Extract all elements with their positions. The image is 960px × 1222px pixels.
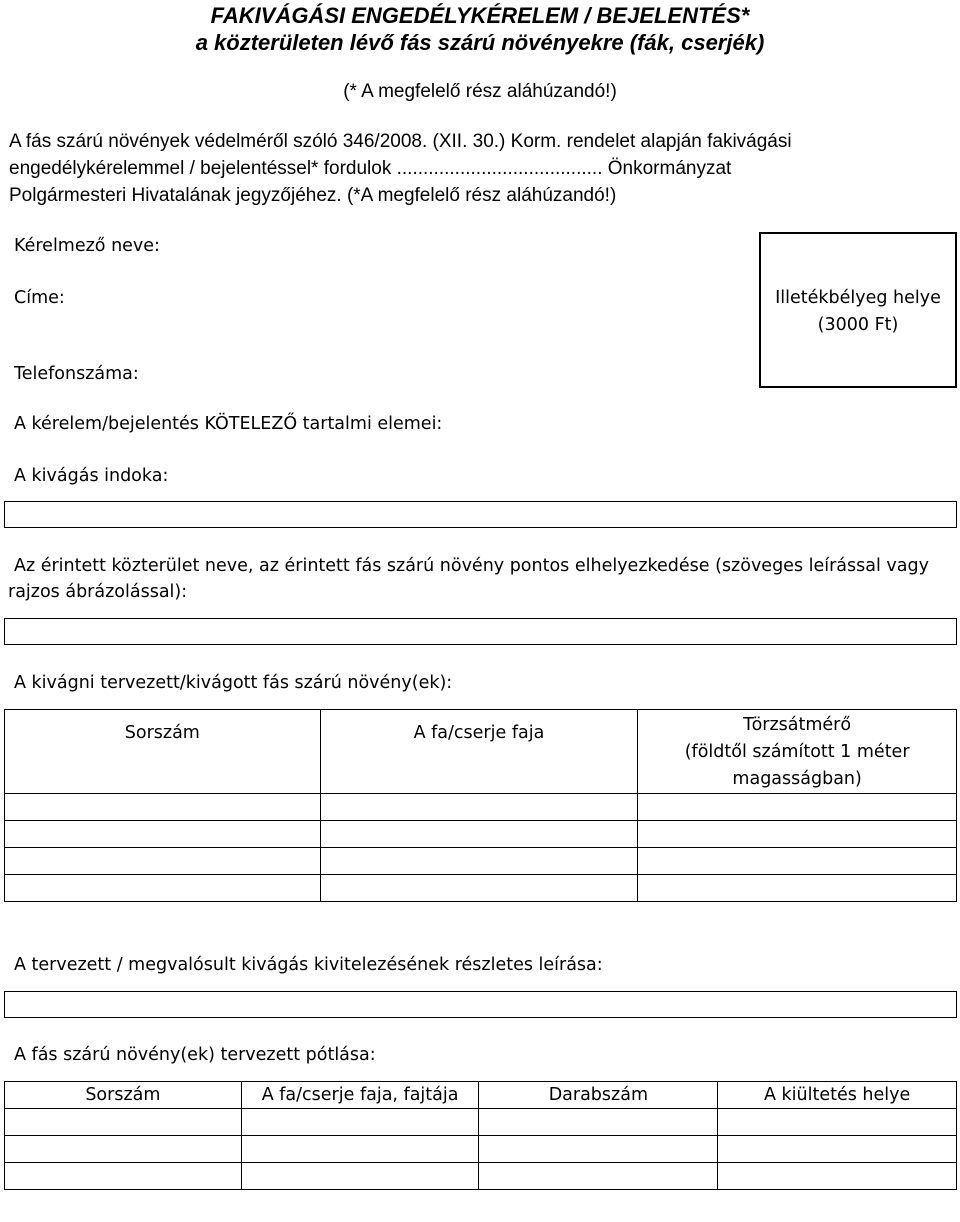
table-cell[interactable]: [241, 1163, 479, 1190]
applicant-name-label: Kérelmező neve:: [14, 236, 160, 256]
reason-label: A kivágás indoka:: [14, 466, 169, 486]
table-row: [5, 848, 957, 875]
table-cell[interactable]: [320, 848, 638, 875]
stamp-amount: (3000 Ft): [817, 315, 899, 335]
form-title: FAKIVÁGÁSI ENGEDÉLYKÉRELEM / BEJELENTÉS*: [210, 3, 750, 28]
table-row: [5, 794, 957, 821]
stamp-box: [759, 232, 957, 388]
table-cell[interactable]: [320, 821, 638, 848]
reason-field[interactable]: [4, 501, 957, 528]
table-cell[interactable]: [241, 1136, 479, 1163]
table-cell[interactable]: [5, 1163, 242, 1190]
table-cell[interactable]: [479, 1109, 718, 1136]
table-row: [5, 821, 957, 848]
plants-table: [4, 709, 957, 902]
applicant-address-label: Címe:: [14, 288, 65, 308]
location-label-line-2: rajzos ábrázolással):: [8, 582, 188, 602]
table-cell[interactable]: [5, 848, 321, 875]
table-cell[interactable]: [241, 1109, 479, 1136]
table-cell[interactable]: [718, 1136, 957, 1163]
header-quantity: Darabszám: [479, 1082, 718, 1109]
execution-label: A tervezett / megvalósult kivágás kivitelezésének részletes leírása:: [14, 955, 603, 975]
table-cell[interactable]: [638, 821, 957, 848]
table-cell[interactable]: [638, 875, 957, 902]
form-subtitle: a közterületen lévő fás szárú növényekre (fák, cserjék): [195, 30, 765, 55]
table-row: [5, 875, 957, 902]
table-cell[interactable]: [479, 1163, 718, 1190]
table-cell[interactable]: [320, 875, 638, 902]
table-cell[interactable]: [479, 1136, 718, 1163]
table-cell[interactable]: [638, 848, 957, 875]
underline-note: (* A megfelelő rész aláhúzandó!): [343, 81, 617, 102]
table-cell[interactable]: [5, 1136, 242, 1163]
table-header-row: [5, 1082, 957, 1109]
table-cell[interactable]: [5, 875, 321, 902]
location-label-line-1: Az érintett közterület neve, az érintett fás szárú növény pontos elhelyezkedése (szöveges leírással vagy: [14, 556, 929, 576]
replacement-label: A fás szárú növény(ek) tervezett pótlása:: [14, 1045, 376, 1065]
intro-line-1: A fás szárú növények védelméről szóló 346/2008. (XII. 30.) Korm. rendelet alapján fakivágási: [9, 131, 792, 152]
mandatory-elements-label: A kérelem/bejelentés KÖTELEZŐ tartalmi elemei:: [14, 414, 443, 434]
header-diameter: Törzsátmérő (földtől számított 1 méter magasságban): [638, 710, 957, 794]
header-planting-location: A kiültetés helye: [718, 1082, 957, 1109]
table-cell[interactable]: [5, 794, 321, 821]
table-header-row: [5, 710, 957, 794]
header-species-variety: A fa/cserje faja, fajtája: [241, 1082, 479, 1109]
replacement-table: [4, 1081, 957, 1190]
stamp-label: Illetékbélyeg helye: [775, 288, 941, 308]
location-field[interactable]: [4, 618, 957, 645]
header-sorszam: Sorszám: [5, 1082, 242, 1109]
execution-field[interactable]: [4, 991, 957, 1018]
plants-label: A kivágni tervezett/kivágott fás szárú növény(ek):: [14, 673, 453, 693]
intro-line-2: engedélykérelemmel / bejelentéssel* fordulok ....................................... Önkormányzat: [9, 158, 732, 179]
table-cell[interactable]: [718, 1109, 957, 1136]
header-sorszam: Sorszám: [5, 710, 321, 794]
table-cell[interactable]: [638, 794, 957, 821]
table-cell[interactable]: [320, 794, 638, 821]
table-row: [5, 1163, 957, 1190]
header-species: A fa/cserje faja: [320, 710, 638, 794]
table-row: [5, 1109, 957, 1136]
table-cell[interactable]: [5, 821, 321, 848]
applicant-phone-label: Telefonszáma:: [14, 364, 139, 384]
table-cell[interactable]: [5, 1109, 242, 1136]
table-cell[interactable]: [718, 1163, 957, 1190]
table-row: [5, 1136, 957, 1163]
intro-line-3: Polgármesteri Hivatalának jegyzőjéhez. (*A megfelelő rész aláhúzandó!): [9, 185, 617, 206]
